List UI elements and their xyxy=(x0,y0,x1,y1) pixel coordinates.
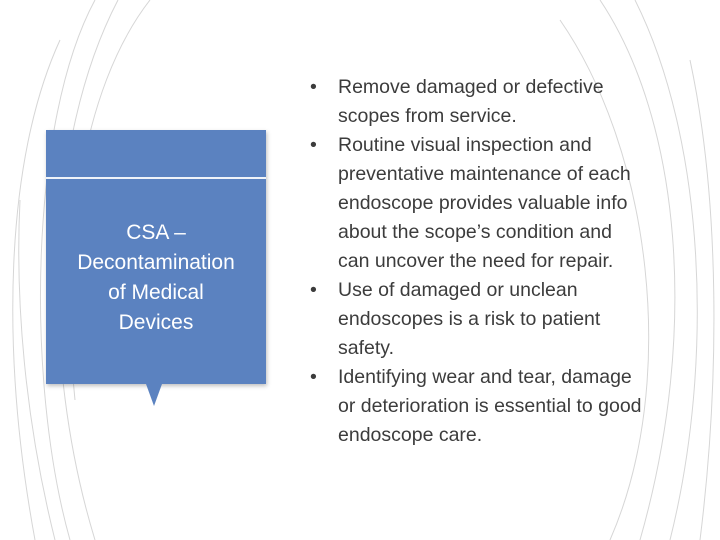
bullet-icon: • xyxy=(310,366,317,388)
bullet-item xyxy=(310,131,702,276)
bullet-text-line: Use of damaged or unclean xyxy=(338,279,578,301)
bullet-icon: • xyxy=(310,134,317,156)
bullet-text-line: Remove damaged or defective xyxy=(338,76,604,98)
bullet-item xyxy=(310,276,702,363)
bullet-text-line: can uncover the need for repair. xyxy=(338,250,614,272)
title-panel-divider xyxy=(46,177,266,179)
slide-title-line: Decontamination xyxy=(77,251,235,274)
bullet-text-line: scopes from service. xyxy=(338,105,517,127)
bullet-text-line: or deterioration is essential to good xyxy=(338,395,642,417)
bullet-text-line: endoscopes is a risk to patient xyxy=(338,308,601,330)
bullet-text-line: safety. xyxy=(338,337,394,359)
bullet-item xyxy=(310,363,702,450)
bullet-list xyxy=(310,73,702,450)
bullet-icon: • xyxy=(310,76,317,98)
slide-title-line: Devices xyxy=(118,311,194,334)
slide-title xyxy=(52,218,260,338)
slide-title-line: CSA – xyxy=(126,221,186,244)
bullet-text-line: endoscope care. xyxy=(338,424,483,446)
bullet-item xyxy=(310,73,702,131)
bullet-text-line: Identifying wear and tear, damage xyxy=(338,366,632,388)
title-panel xyxy=(46,130,266,384)
bullet-text-line: Routine visual inspection and xyxy=(338,134,592,156)
title-panel-pointer xyxy=(146,384,162,406)
bullet-text-line: endoscope provides valuable info xyxy=(338,192,628,214)
bullet-text-line: preventative maintenance of each xyxy=(338,163,631,185)
bullet-icon: • xyxy=(310,279,317,301)
slide-title-line: of Medical xyxy=(108,281,204,304)
bullet-text-line: about the scope’s condition and xyxy=(338,221,612,243)
